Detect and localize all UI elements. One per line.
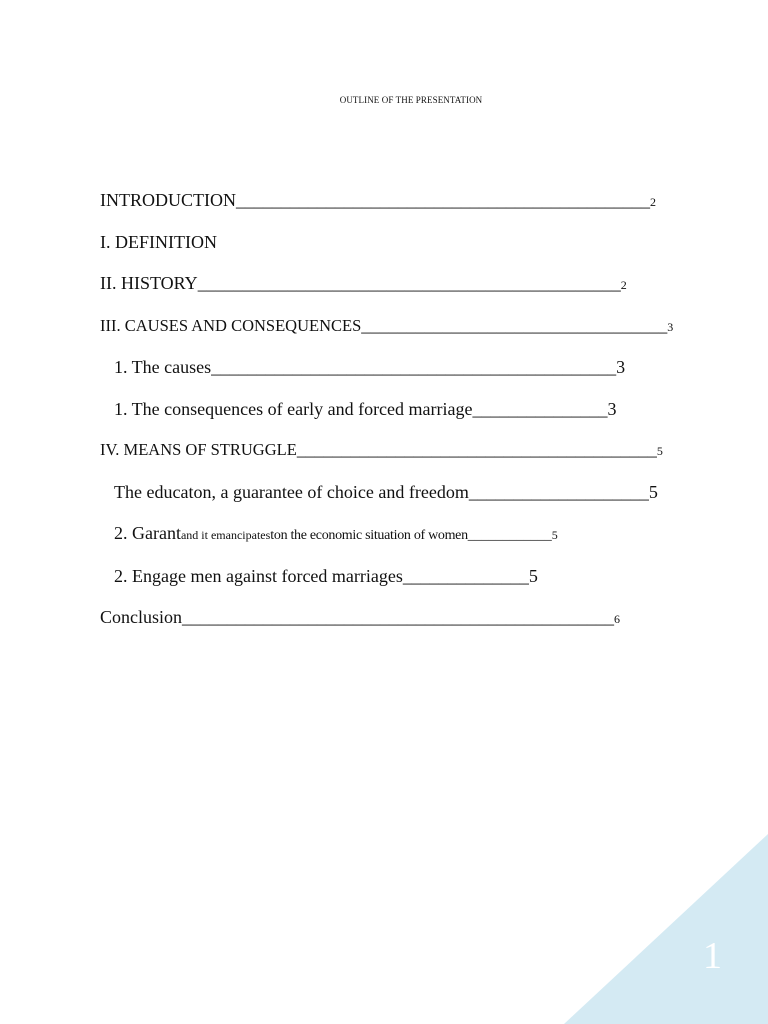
page-number: 1 (703, 935, 722, 977)
toc-page-number: 6 (614, 612, 621, 626)
toc-title: Conclusion (100, 607, 183, 627)
toc-leader: ____________________ (468, 482, 649, 502)
toc-entry-causes-consequences (100, 315, 673, 337)
toc-entry-means-of-struggle (100, 439, 663, 461)
toc-leader: _____________________________________________ (211, 357, 617, 377)
toc-leader: ______________________________________________ (235, 190, 650, 210)
toc-entry-garant (114, 523, 558, 546)
toc-entry-the-causes (114, 357, 625, 377)
toc-leader: __________________________________ (361, 315, 668, 335)
toc-title: 2. Garant (114, 523, 181, 543)
toc-title: INTRODUCTION (100, 190, 236, 210)
toc-page-number: 3 (616, 357, 626, 377)
toc-leader: _______________ (472, 399, 608, 419)
toc-title: III. CAUSES AND CONSEQUENCES (100, 316, 362, 335)
toc-title: II. HISTORY (100, 273, 198, 293)
page-title: OUTLINE OF THE PRESENTATION (339, 95, 483, 105)
toc-page-number: 2 (620, 278, 627, 292)
toc-leader: ________________________________________________ (182, 607, 615, 627)
toc-entry-the-consequences (114, 399, 617, 419)
toc-title: IV. MEANS OF STRUGGLE (100, 440, 297, 459)
toc-title: 2. Engage men against forced marriages (114, 566, 403, 586)
toc-page-number: 5 (551, 528, 558, 542)
toc-title: I. DEFINITION (100, 232, 217, 252)
toc-page-number: 3 (667, 320, 674, 334)
toc-entry-definition (100, 232, 217, 252)
corner-decoration (564, 834, 768, 1024)
toc-title-fragment: ton the economic situation of women (270, 528, 468, 543)
toc-page-number: 5 (656, 444, 663, 458)
toc-entry-history (100, 273, 627, 295)
toc-title: 1. The causes (114, 357, 212, 377)
toc-entry-conclusion (100, 607, 620, 629)
toc-entry-engage-men (114, 566, 538, 586)
toc-title-fragment: and it emancipates (180, 528, 271, 542)
toc-page-number: 5 (528, 566, 538, 586)
toc-page-number: 3 (607, 399, 617, 419)
toc-title: The educaton, a guarantee of choice and freedom (114, 482, 469, 502)
toc-leader: ________________________________________ (296, 439, 657, 459)
toc-entry-education (114, 482, 658, 502)
toc-page-number: 5 (648, 482, 658, 502)
toc-page-number: 2 (649, 195, 656, 209)
toc-leader: _______________________________________________ (197, 273, 621, 293)
toc-leader: ____________ (467, 528, 552, 543)
toc-leader: ______________ (402, 566, 529, 586)
toc-entry-introduction (100, 190, 656, 212)
toc-title: 1. The consequences of early and forced marriage (114, 399, 473, 419)
